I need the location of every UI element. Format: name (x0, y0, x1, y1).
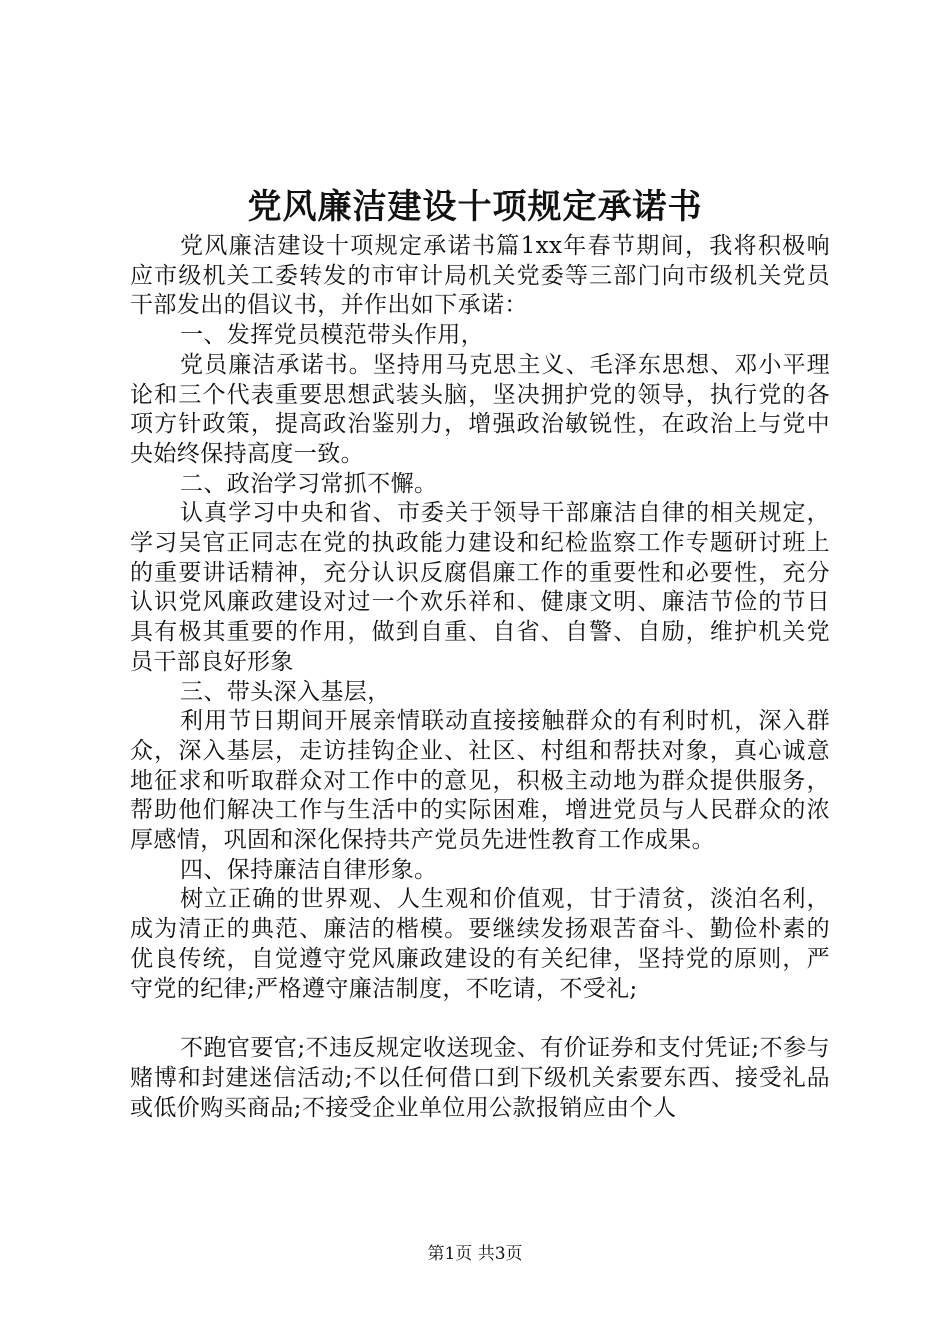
paragraph-intro: 党风廉洁建设十项规定承诺书篇1xx年春节期间，我将积极响应市级机关工委转发的市审计局机关党委等三部门向市级机关党员干部发出的倡议书，并作出如下承诺： (130, 233, 830, 319)
heading-1: 一、发挥党员模范带头作用， (180, 322, 485, 349)
heading-3: 三、带头深入基层， (180, 678, 391, 705)
paragraph-2: 认真学习中央和省、市委关于领导干部廉洁自律的相关规定，学习吴官正同志在党的执政能力建设和纪检监察工作专题研讨班上的重要讲话精神，充分认识反腐倡廉工作的重要性和必要性，充分认识党风廉政建设对过一个欢乐祥和、健康文明、廉洁节俭的节日具有极其重要的作用，做到自重、自省、自警、自励，维护机关党员干部良好形象 (130, 500, 830, 675)
document-title: 党风廉洁建设十项规定承诺书 (247, 187, 703, 227)
paragraph-5: 不跑官要官;不违反规定收送现金、有价证券和支付凭证;不参与赌博和封建迷信活动;不以任何借口到下级机关索要东西、接受礼品或低价购买商品;不接受企业单位用公款报销应由个人 (130, 1035, 830, 1121)
paragraph-4: 树立正确的世界观、人生观和价值观，甘于清贫，淡泊名利，成为清正的典范、廉洁的楷模。要继续发扬艰苦奋斗、勤俭朴素的优良传统，自觉遵守党风廉政建设的有关纪律，坚持党的原则，严守党的纪律;严格遵守廉洁制度，不吃请，不受礼; (130, 886, 830, 1002)
page-footer: 第1页 共3页 (427, 1244, 523, 1264)
paragraph-3: 利用节日期间开展亲情联动直接接触群众的有利时机，深入群众，深入基层，走访挂钩企业、社区、村组和帮扶对象，真心诚意地征求和听取群众对工作中的意见，积极主动地为群众提供服务，帮助他们解决工作与生活中的实际困难，增进党员与人民群众的浓厚感情，巩固和深化保持共产党员先进性教育工作成果。 (130, 708, 830, 854)
paragraph-1: 党员廉洁承诺书。坚持用马克思主义、毛泽东思想、邓小平理论和三个代表重要思想武装头脑，坚决拥护党的领导，执行党的各项方针政策，提高政治鉴别力，增强政治敏锐性，在政治上与党中央始终保持高度一致。 (130, 351, 830, 467)
heading-2: 二、政治学习常抓不懈。 (180, 470, 438, 497)
document-body (130, 232, 830, 1123)
heading-4: 四、保持廉洁自律形象。 (180, 856, 438, 883)
